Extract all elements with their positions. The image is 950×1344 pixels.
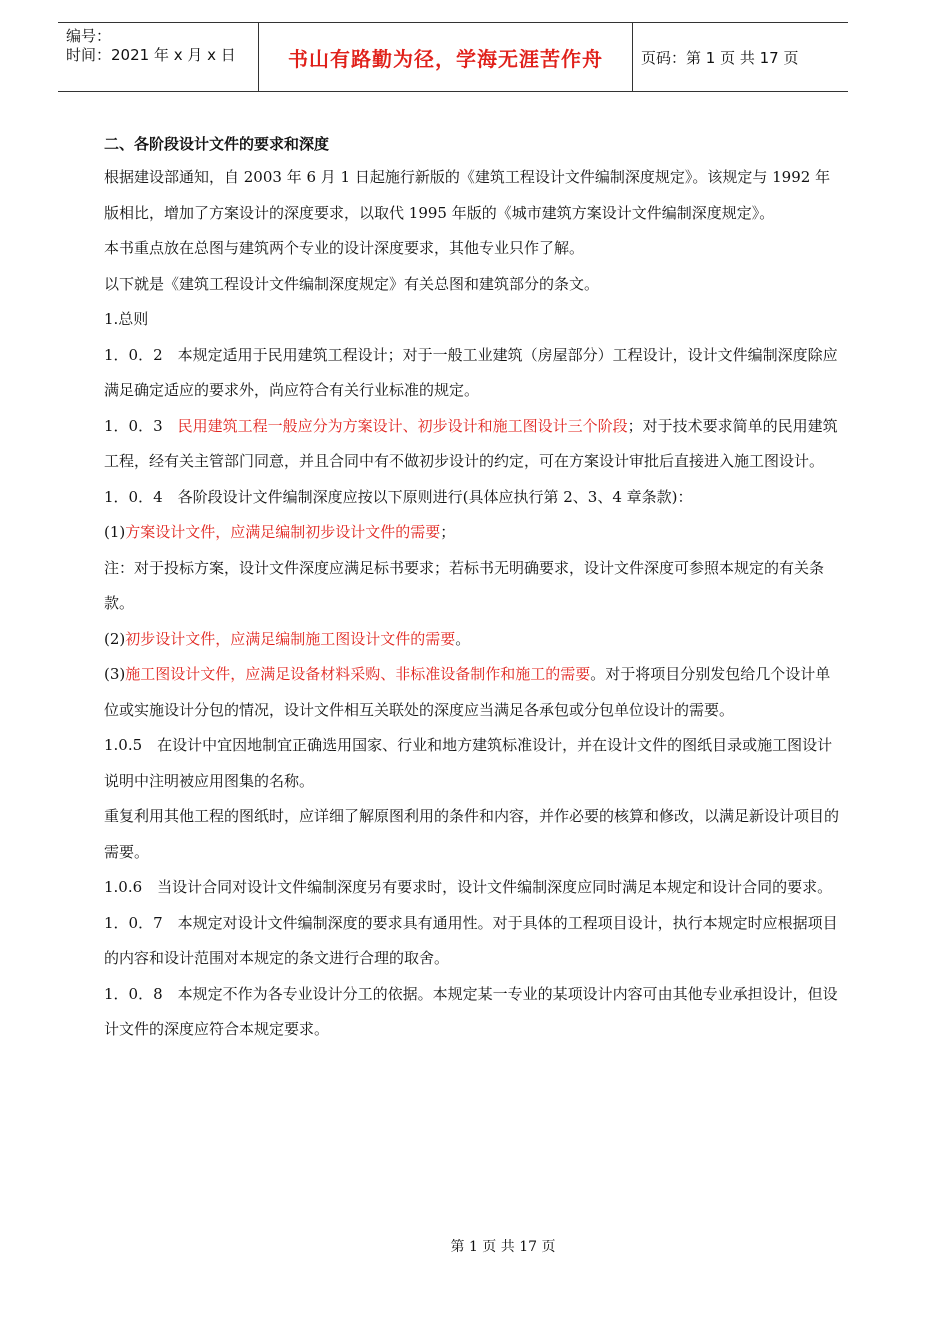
header-motto: 书山有路勤为径，学海无涯苦作舟 — [258, 23, 633, 91]
paragraph: 重复利用其他工程的图纸时，应详细了解原图利用的条件和内容，并作必要的核算和修改，以满足新设计项目的需要。 — [104, 807, 840, 861]
paragraph-prefix: (3) — [104, 665, 126, 683]
header-page-info: 页码：第 1 页 共 17 页 — [641, 48, 799, 67]
paragraph-prefix: 1．0．3 — [104, 416, 178, 435]
page-footer — [0, 1236, 950, 1256]
paragraph — [104, 657, 839, 728]
section-heading: 二、各阶段设计文件的要求和深度 — [104, 135, 330, 153]
paragraph: 1．0．8 本规定不作为各专业设计分工的依据。本规定某一专业的某项设计内容可由其他专业承担设计，但设计文件的深度应符合本规定要求。 — [104, 984, 838, 1038]
paragraph-prefix: (1) — [104, 523, 126, 541]
paragraph-suffix: 。 — [455, 629, 471, 648]
paragraph — [104, 622, 839, 658]
paragraph: 1.0.6 当设计合同对设计文件编制深度另有要求时，设计文件编制深度应同时满足本规定和设计合同的要求。 — [104, 878, 833, 896]
paragraph-prefix: (2) — [104, 629, 126, 648]
highlighted-text: 施工图设计文件，应满足设备材料采购、非标准设备制作和施工的需要 — [125, 665, 591, 683]
paragraph: 注：对于投标方案，设计文件深度应满足标书要求；若标书无明确要求，设计文件深度可参照本规定的有关条款。 — [104, 558, 825, 612]
number-label: 编号： — [66, 27, 112, 45]
document-body — [104, 128, 839, 1048]
paragraph — [104, 515, 839, 551]
paragraph-suffix: ；对于技术要求简单的民用建筑工程，经有关主管部门同意，并且合同中有不做初步设计的约定，可在方案设计审批后直接进入施工图设计。 — [104, 416, 838, 470]
highlighted-text: 民用建筑工程一般应分为方案设计、初步设计和施工图设计三个阶段 — [177, 416, 628, 435]
time-label: 时间：2021 年 x 月 x 日 — [66, 46, 236, 64]
page-header — [58, 22, 848, 92]
paragraph: 本书重点放在总图与建筑两个专业的设计深度要求，其他专业只作了解。 — [104, 239, 585, 257]
paragraph-suffix: ； — [440, 523, 456, 541]
paragraph: 1．0．4 各阶段设计文件编制深度应按以下原则进行(具体应执行第 2、3、4 章条款)： — [104, 487, 693, 506]
footer-page-number: 第 1 页 共 17 页 — [450, 1239, 556, 1255]
paragraph: 1.0.5 在设计中宜因地制宜正确选用国家、行业和地方建筑标准设计，并在设计文件的图纸目录或施工图设计说明中注明被应用图集的名称。 — [104, 736, 833, 790]
paragraph: 以下就是《建筑工程设计文件编制深度规定》有关总图和建筑部分的条文。 — [104, 274, 600, 293]
paragraph: 1．0．7 本规定对设计文件编制深度的要求具有通用性。对于具体的工程项目设计，执行本规定时应根据项目的内容和设计范围对本规定的条文进行合理的取舍。 — [104, 913, 838, 967]
header-meta — [66, 27, 256, 65]
paragraph-suffix: 。对于将项目分别发包给几个设计单位或实施设计分包的情况，设计文件相互关联处的深度应当满足各承包或分包单位设计的需要。 — [104, 665, 831, 719]
paragraph: 根据建设部通知，自 2003 年 6 月 1 日起施行新版的《建筑工程设计文件编制深度规定》。该规定与 1992 年版相比，增加了方案设计的深度要求，以取代 1995 年版的《城市建筑方案设计文件编制深度规定》。 — [104, 168, 831, 222]
paragraph-list — [104, 160, 839, 1048]
highlighted-text: 方案设计文件，应满足编制初步设计文件的需要 — [125, 523, 441, 541]
paragraph: 1.总则 — [104, 310, 149, 328]
paragraph: 1．0．2 本规定适用于民用建筑工程设计；对于一般工业建筑（房屋部分）工程设计，设计文件编制深度除应满足确定适应的要求外，尚应符合有关行业标准的规定。 — [104, 345, 838, 399]
highlighted-text: 初步设计文件，应满足编制施工图设计文件的需要 — [125, 629, 456, 648]
paragraph — [104, 409, 839, 480]
